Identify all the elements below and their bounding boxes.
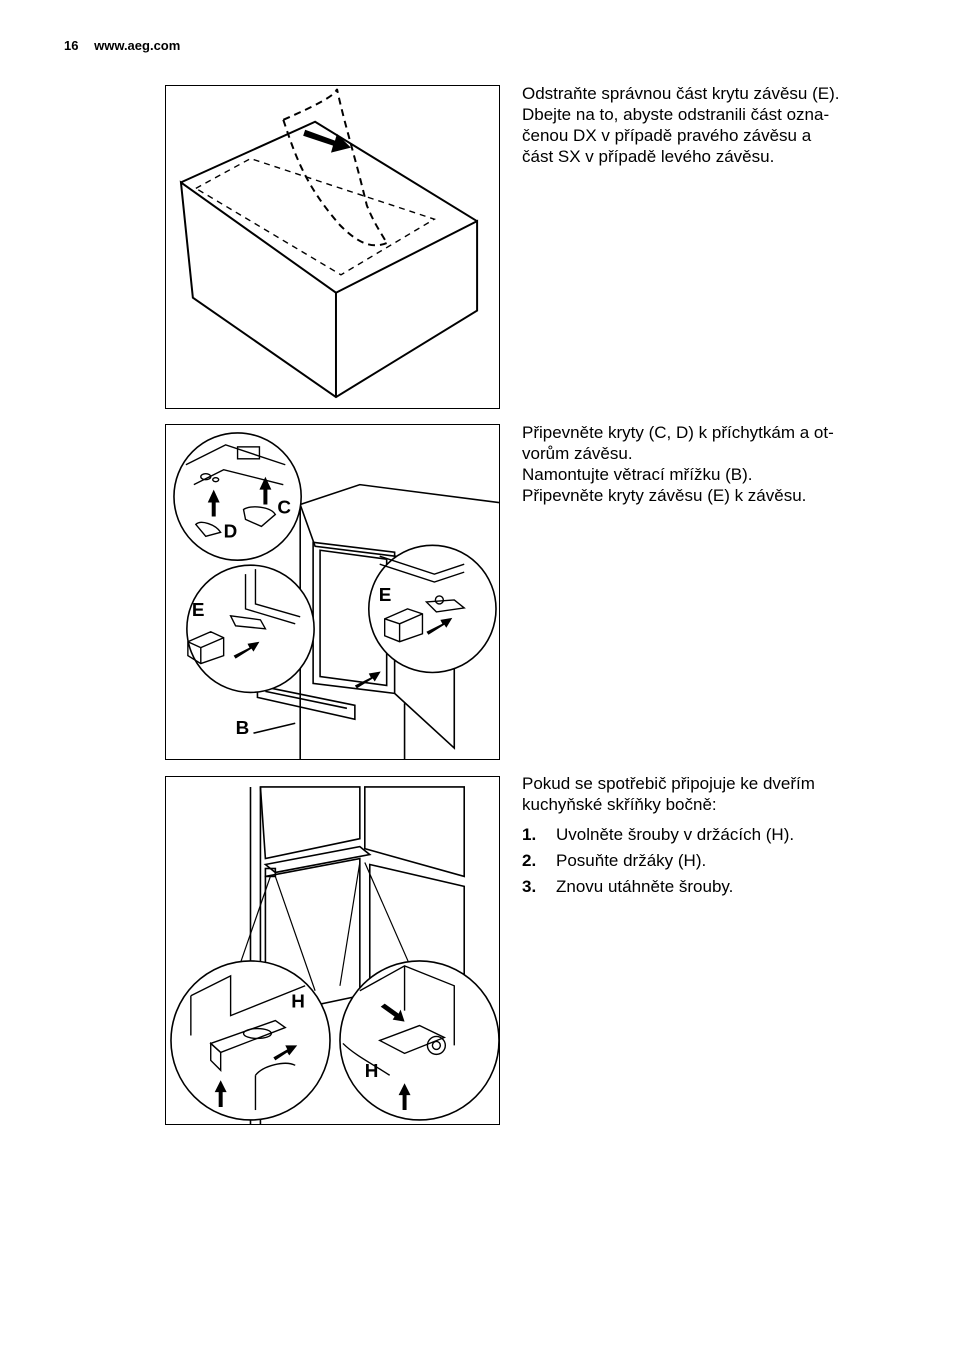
text-line: Připevněte kryty (C, D) k příchytkám a ot- bbox=[522, 423, 834, 442]
text-line: Připevněte kryty závěsu (E) k závěsu. bbox=[522, 486, 807, 505]
site-url: www.aeg.com bbox=[94, 38, 181, 53]
attach-covers-illustration bbox=[166, 425, 499, 759]
text-line: vorům závěsu. bbox=[522, 444, 633, 463]
text-line: Pokud se spotřebič připojuje ke dveřím bbox=[522, 774, 815, 793]
list-item bbox=[522, 876, 902, 897]
hinge-cover-illustration bbox=[166, 86, 499, 408]
label-b: B bbox=[235, 718, 250, 740]
step-number: 2. bbox=[522, 851, 537, 870]
figure-remove-hinge-cover bbox=[165, 85, 500, 409]
page-header bbox=[64, 38, 180, 53]
label-e-right: E bbox=[378, 584, 392, 606]
text-line: kuchyňské skříňky bočně: bbox=[522, 795, 717, 814]
label-d: D bbox=[223, 521, 238, 543]
text-line: část SX v případě levého závěsu. bbox=[522, 147, 775, 166]
figure-attach-covers bbox=[165, 424, 500, 760]
text-line: Namontujte větrací mřížku (B). bbox=[522, 465, 753, 484]
step-number: 1. bbox=[522, 825, 537, 844]
instruction-attach-covers bbox=[522, 422, 902, 506]
page-number: 16 bbox=[64, 38, 79, 53]
step-list bbox=[522, 824, 902, 897]
step-number: 3. bbox=[522, 877, 537, 896]
step-text: Uvolněte šrouby v držácích (H). bbox=[556, 825, 795, 844]
instruction-adjust-brackets bbox=[522, 773, 902, 902]
instruction-remove-cover bbox=[522, 83, 902, 167]
figure-adjust-brackets bbox=[165, 776, 500, 1125]
text-line: čenou DX v případě pravého závěsu a bbox=[522, 126, 812, 145]
label-h-right: H bbox=[364, 1061, 379, 1083]
text-line: Odstraňte správnou část krytu závěsu (E). bbox=[522, 84, 840, 103]
label-c: C bbox=[277, 497, 291, 519]
list-item bbox=[522, 824, 902, 845]
step-text: Posuňte držáky (H). bbox=[556, 851, 707, 870]
label-h-left: H bbox=[291, 991, 305, 1013]
bracket-adjust-illustration bbox=[166, 777, 499, 1124]
label-e-left: E bbox=[191, 599, 205, 621]
text-line: Dbejte na to, abyste odstranili část ozna- bbox=[522, 105, 830, 124]
list-item bbox=[522, 850, 902, 871]
step-text: Znovu utáhněte šrouby. bbox=[556, 877, 734, 896]
